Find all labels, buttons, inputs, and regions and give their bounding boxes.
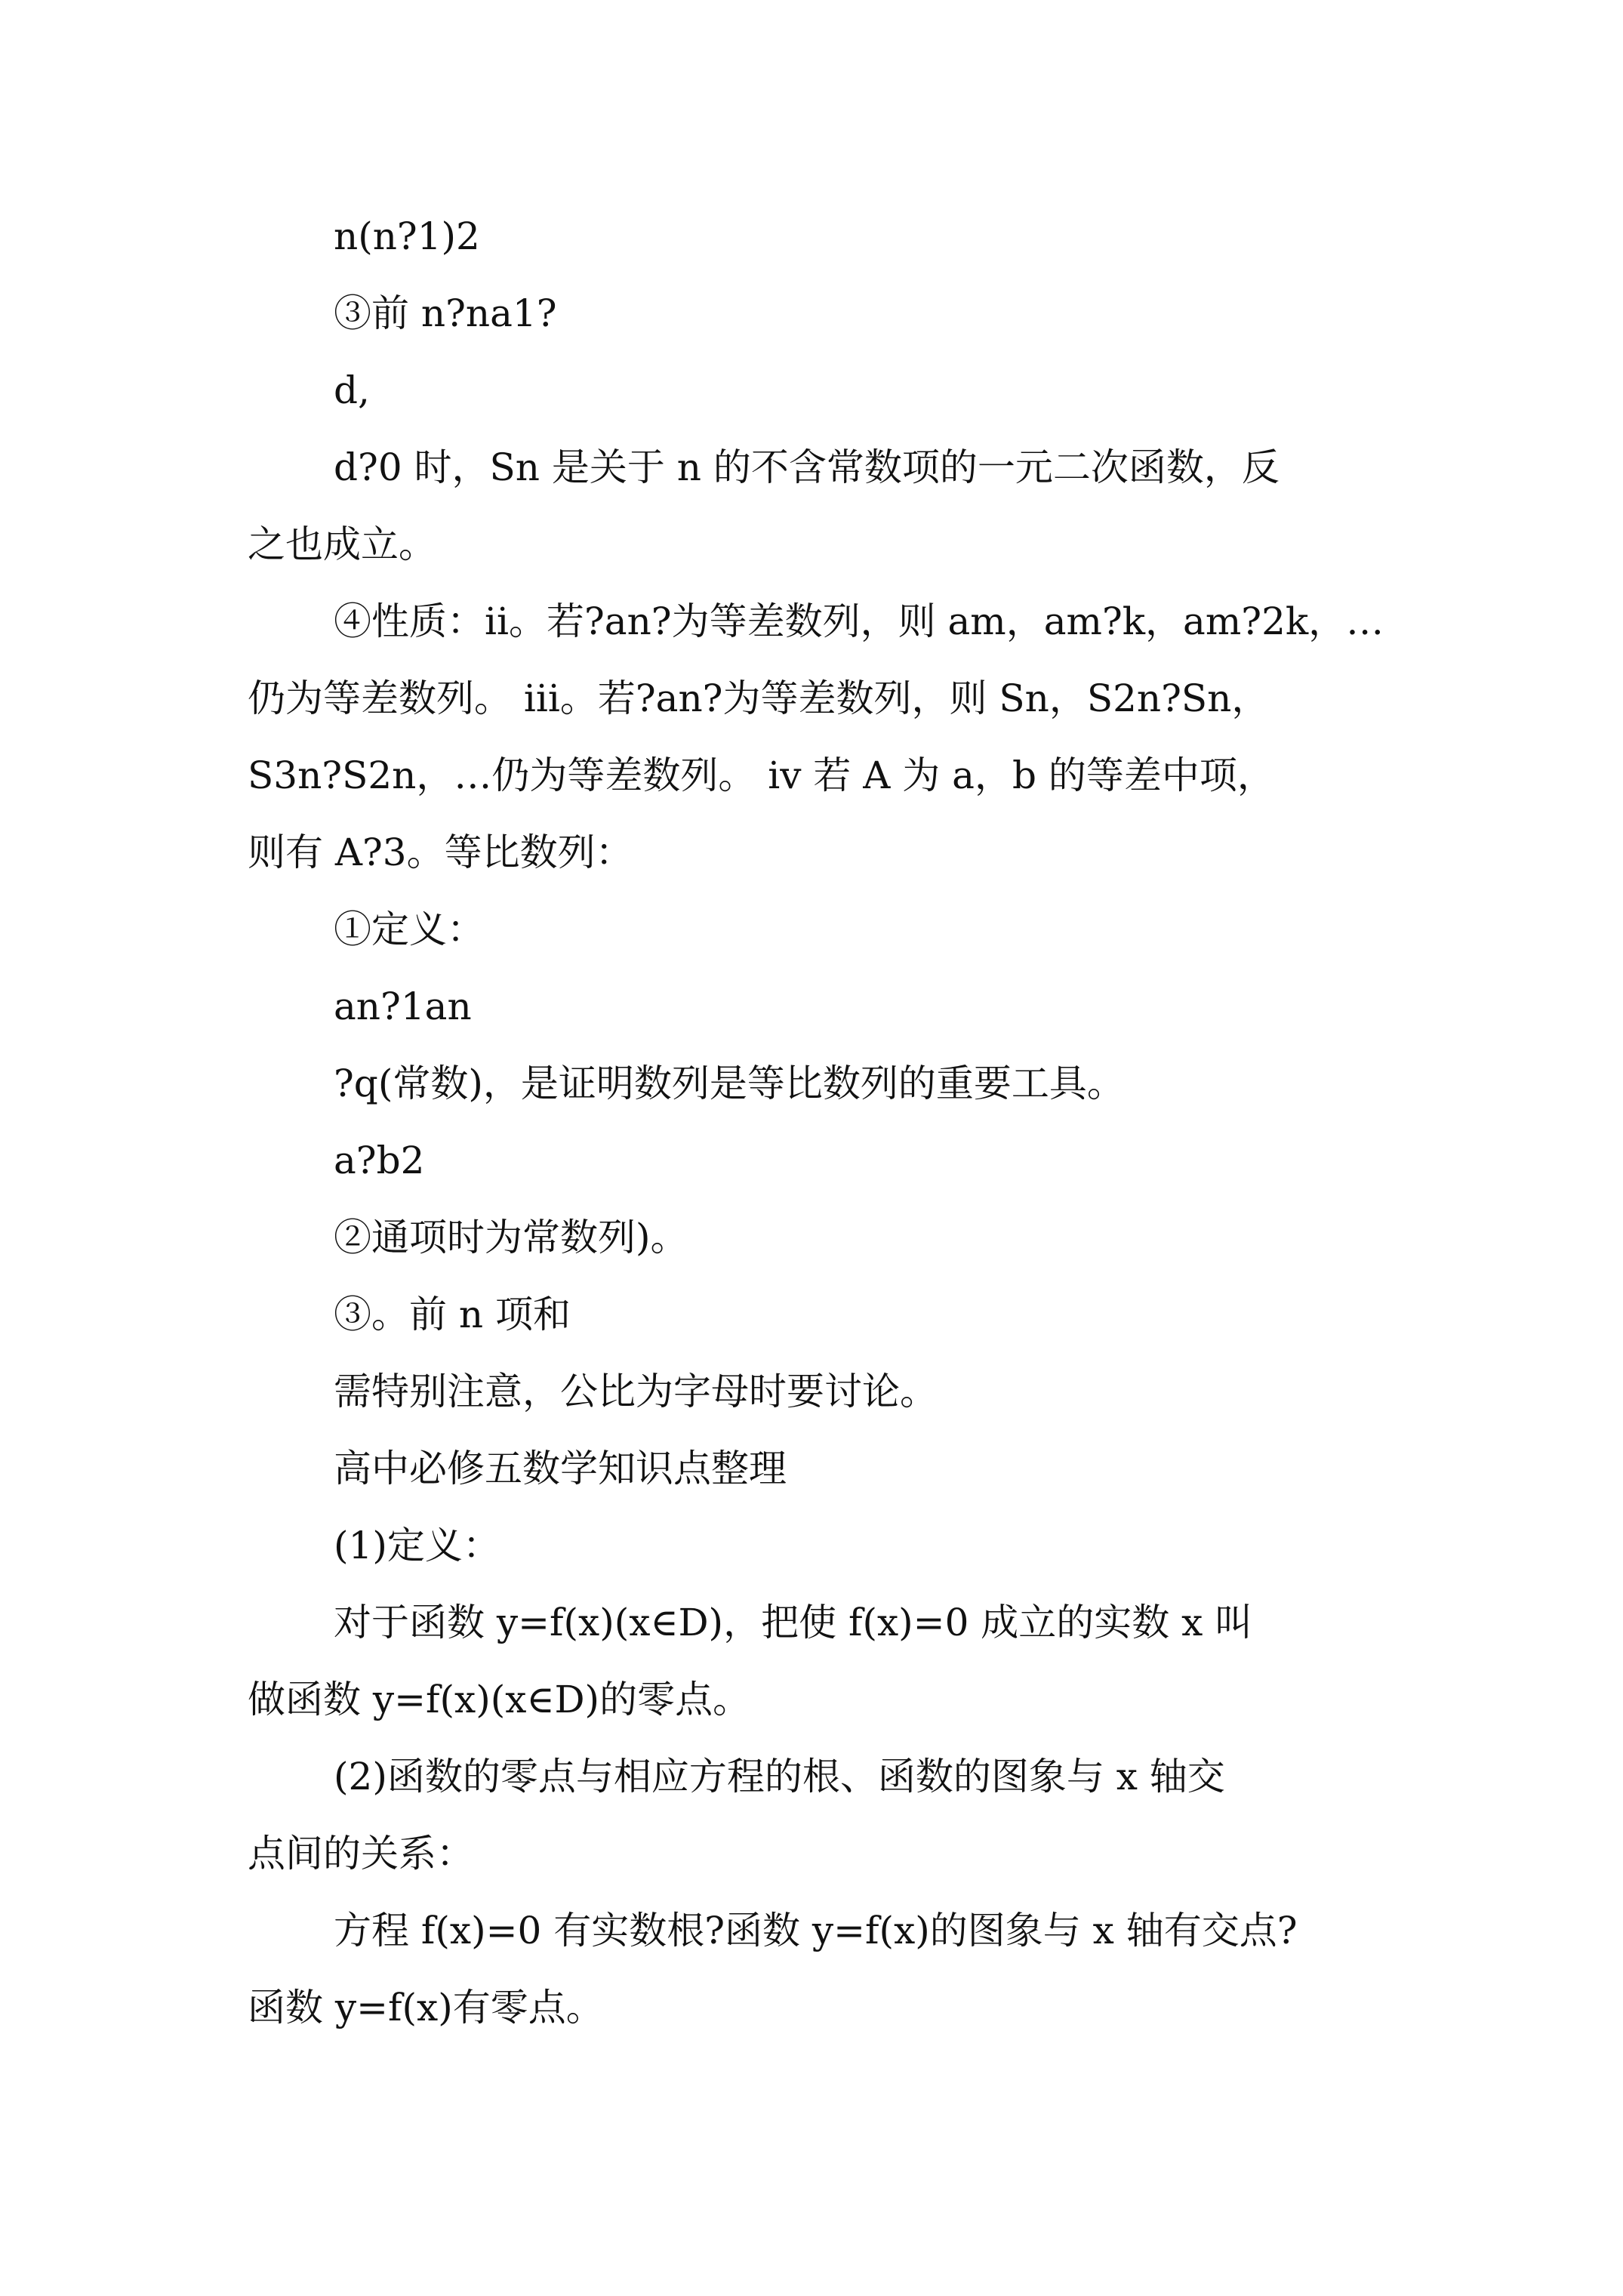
text-line: 做函数 y=f(x)(x∈D)的零点。 (248, 1678, 751, 1721)
text-line: ①定义： (334, 908, 485, 951)
text-line: d?0 时，Sn 是关于 n 的不含常数项的一元二次函数，反 (334, 445, 1280, 489)
text-line: 对于函数 y=f(x)(x∈D)，把使 f(x)=0 成立的实数 x 叫 (334, 1601, 1253, 1644)
text-line: a?b2 (334, 1139, 425, 1182)
text-line: d, (334, 368, 370, 412)
text-line: 需特别注意，公比为字母时要讨论。 (334, 1370, 938, 1413)
text-line: ④性质：ii。若?an?为等差数列，则 am，am?k，am?2k，… (334, 599, 1384, 643)
text-line: ?q(常数)，是证明数列是等比数列的重要工具。 (334, 1062, 1125, 1105)
text-line: ③。前 n 项和 (334, 1293, 571, 1336)
text-line: 点间的关系： (248, 1832, 474, 1875)
text-line: 之也成立。 (248, 522, 436, 566)
text-line: an?1an (334, 985, 472, 1028)
section-heading: 高中必修五数学知识点整理 (334, 1447, 787, 1490)
text-line: n(n?1)2 (334, 214, 480, 258)
text-line: 方程 f(x)=0 有实数根?函数 y=f(x)的图象与 x 轴有交点? (334, 1909, 1298, 1952)
document-body (248, 198, 1425, 2046)
text-line: (1)定义： (334, 1524, 500, 1567)
text-line: S3n?S2n，…仍为等差数列。 iv 若 A 为 a，b 的等差中项， (248, 754, 1275, 797)
text-line: ②通项时为常数列)。 (334, 1216, 688, 1259)
text-line: 则有 A?3。等比数列： (248, 831, 633, 874)
text-line: (2)函数的零点与相应方程的根、函数的图象与 x 轴交 (334, 1755, 1225, 1798)
text-line: 仍为等差数列。 iii。若?an?为等差数列，则 Sn，S2n?Sn， (248, 676, 1270, 720)
text-line: ③前 n?na1? (334, 291, 557, 335)
text-line: 函数 y=f(x)有零点。 (248, 1986, 604, 2029)
